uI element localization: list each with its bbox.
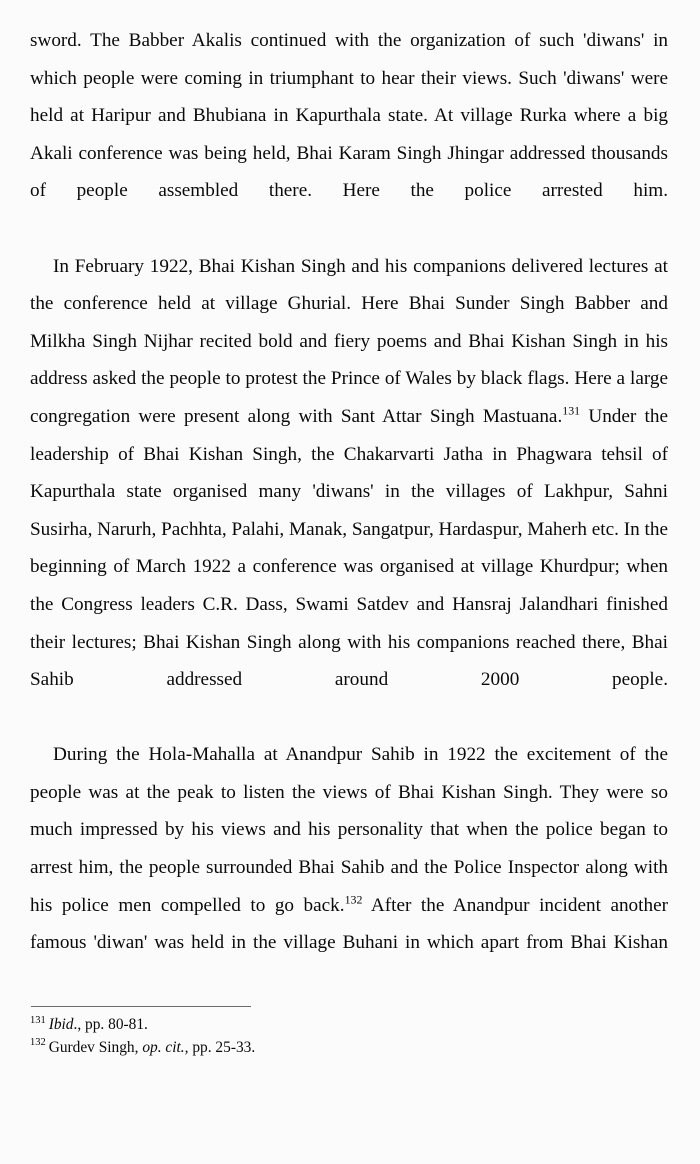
text-run: Under the leadership of Bhai Kishan Singh, the Chakarvarti Jatha in Phagwara tehsil of Kapurthala state organised many 'diwans' in the villages of Lakhpur, Sahni Susirha, Narurh, Pachhta, Palahi, Manak, Sangatpur, Hardaspur, Maherh etc. In the beginning of March 1922 a conference was organised at village Khurdpur; when the Congress leaders C.R. Dass, Swami Satdev and Hansraj Jalandhari finished their lectures; Bhai Kishan Singh along with his companions reached there, Bhai Sahib addressed around 2000 people. — [30, 405, 668, 691]
footnote-reference-131[interactable]: 131 — [562, 403, 581, 418]
italic-text: op. cit., — [142, 1038, 189, 1056]
footnote-marker-131[interactable]: 131 — [30, 1014, 46, 1026]
footnote-item — [30, 1014, 668, 1037]
text-run: After the Anandpur incident another famous 'diwan' was held in the village Buhani in which apart from Bhai Kishan — [30, 894, 668, 954]
footnote-separator-line — [31, 1006, 251, 1007]
body-paragraph — [30, 22, 668, 248]
body-paragraph — [30, 248, 668, 737]
text-run: sword. The Babber Akalis continued with the organization of such 'diwans' in which people were coming in triumphant to hear their views. Such 'diwans' were held at Haripur and Bhubiana in Kapurthala state. At village Rurka where a big Akali conference was being held, Bhai Karam Singh Jhingar addressed thousands of people assembled there. Here the police arrested him. — [30, 30, 668, 202]
body-paragraph — [30, 736, 668, 999]
text-run: pp. 25-33. — [188, 1038, 256, 1056]
text-run: Gurdev Singh, — [48, 1038, 143, 1056]
footnote-reference-132[interactable]: 132 — [344, 892, 363, 907]
text-run: ., pp. 80-81. — [73, 1016, 148, 1033]
text-run: During the Hola-Mahalla at Anandpur Sahib in 1922 the excitement of the people was at the peak to listen the views of Bhai Kishan Singh. They were so much impressed by his views and his personality that when the police began to arrest him, the people surrounded Bhai Sahib and the Police Inspector along with his police men compelled to go back. — [30, 744, 668, 916]
footnote-marker-132[interactable]: 132 — [30, 1037, 46, 1049]
text-run: In February 1922, Bhai Kishan Singh and his companions delivered lectures at the conference held at village Ghurial. Here Bhai Sunder Singh Babber and Milkha Singh Nijhar recited bold and fiery poems and Bhai Kishan Singh in his address asked the people to protest the Prince of Wales by black flags. Here a large congregation were present along with Sant Attar Singh Mastuana. — [30, 255, 668, 427]
body-text-column — [30, 22, 668, 999]
footnote-item — [30, 1037, 668, 1060]
footnote-list — [30, 1014, 668, 1059]
paragraph-list — [30, 22, 668, 999]
italic-text: Ibid — [48, 1016, 74, 1033]
footnote-area — [30, 1006, 668, 1059]
